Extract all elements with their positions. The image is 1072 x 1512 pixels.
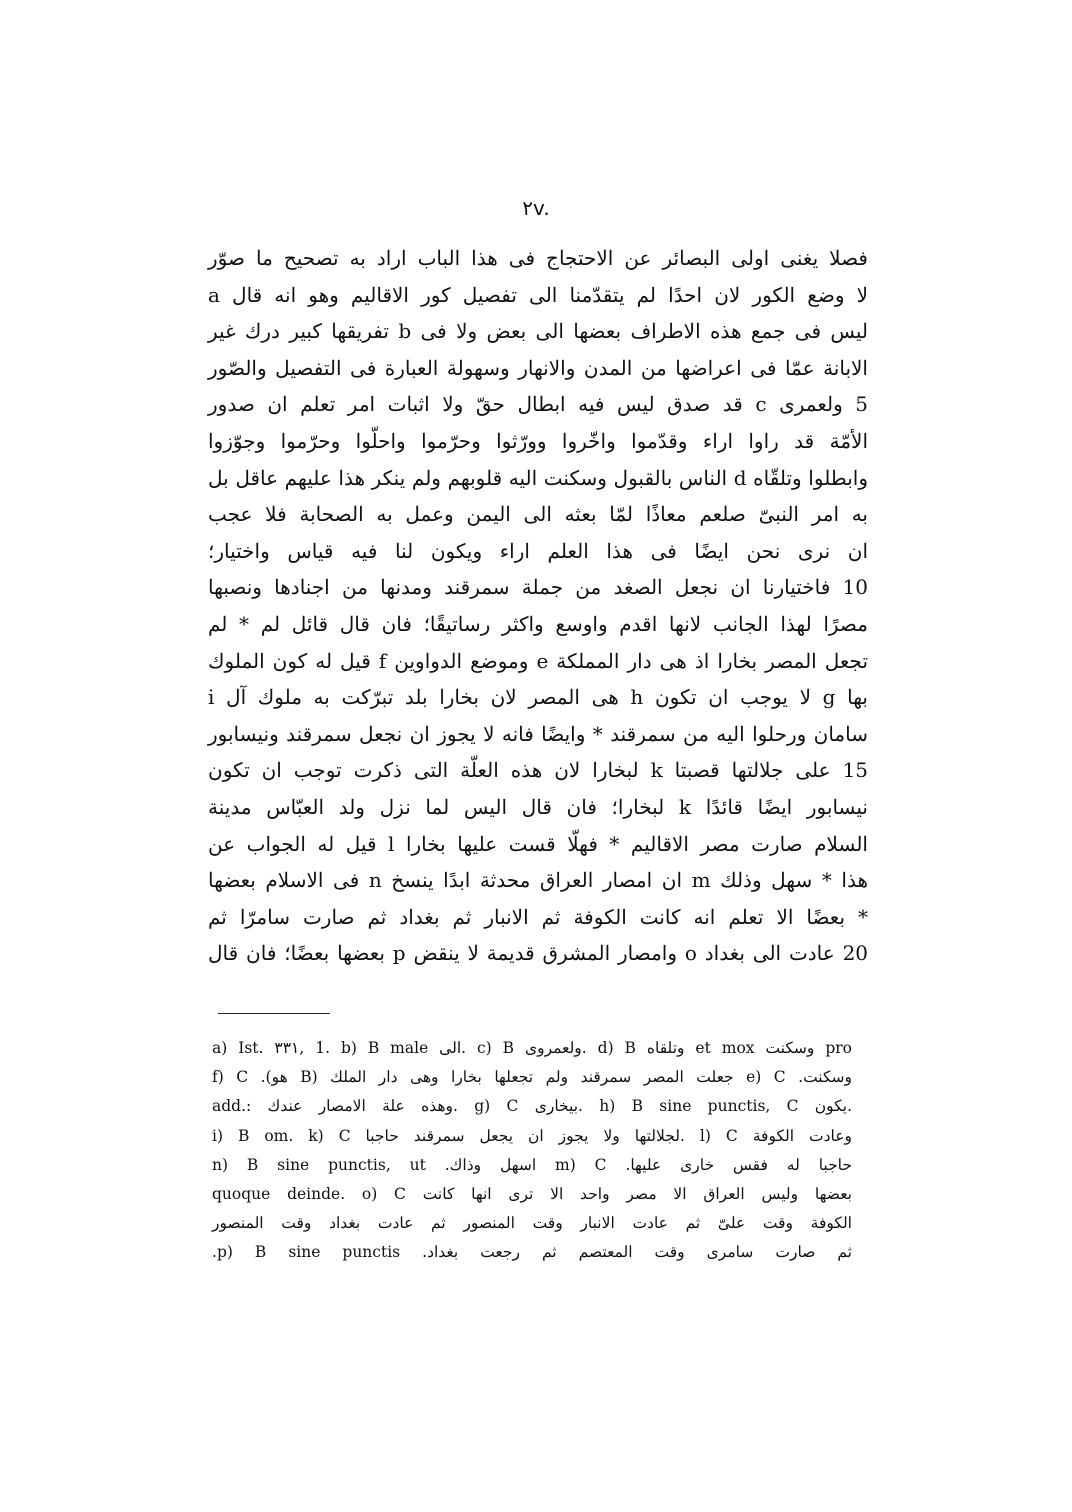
footnote-line: وسكنت. e) C جعلت المصر سمرقند ولم تجعلها بخارا وهى دار الملك (B هو). f) C: [212, 1068, 852, 1087]
text-line: تجعل المصر بخارا اذ هى دار المملكة e وموضع الدواوين f قيل له كون الملوك: [208, 648, 869, 673]
text-line: الابانة عمّا فى اعراضها من المدن والانهار وسهولة العبارة فى التفصيل والصّور: [208, 355, 868, 380]
text-line: بها g لا يوجب ان تكون h هى المصر لان بخارا بلد تبرّكت به ملوك آل i: [208, 685, 868, 710]
footnote-line: الكوفة وقت علىّ ثم عادت الانبار وقت المنصور ثم عادت بغداد وقت المنصور: [212, 1214, 852, 1233]
text-line: 20 عادت الى بغداد o وامصار المشرق قديمة لا ينقض p بعضها بعضًا؛ فان قال: [208, 941, 869, 966]
text-line: ليس فى جمع هذه الاطراف بعضها الى بعض ولا فى b تفريقها كبير درك غير: [208, 319, 868, 344]
footnote-line: i) B om. k) C لجلالتها ولا يجوز ان يجعل سمرقند حاجبا. l) C وعادت الكوفة: [212, 1126, 852, 1145]
text-line: سامان ورحلوا اليه من سمرقند * وايضًا فانه لا يجوز ان نجعل سمرقند ونيسابور: [208, 721, 868, 746]
text-line: * بعضًا الا تعلم انه كانت الكوفة ثم الانبار ثم بغداد ثم صارت سامرّا ثم: [208, 904, 868, 929]
page-number: ۲v.: [522, 196, 550, 220]
text-line: نيسابور ايضًا قائدًا k لبخارا؛ فان قال اليس لما نزل ولد العبّاس مدينة: [208, 794, 868, 819]
text-line: 5 ولعمرى c قد صدق ليس فيه ابطال حقّ ولا اثبات امر تعلم ان صدور: [208, 392, 868, 417]
text-line: ان نرى نحن ايضًا فى هذا العلم اراء ويكون لنا فيه قياس واختيار؛: [208, 538, 868, 563]
text-line: الأمّة قد راوا اراء وقدّموا واخّروا وورّثوا وحرّموا واحلّوا وحرّموا وجوّزوا: [208, 428, 868, 453]
footnote-separator: [218, 1013, 330, 1014]
text-line: لا وضع الكور لان احدًا لم يتقدّمنا الى تفصيل كور الاقاليم وهو انه قال a: [208, 282, 868, 307]
text-line: 15 على جلالتها قصبتا k لبخارا لان هذه العلّة التى ذكرت توجب ان تكون: [208, 758, 869, 783]
text-line: مصرًا لهذا الجانب لانها اقدم واوسع واكثر رساتيقًا؛ فان قال قائل لم * لم: [208, 611, 868, 636]
text-line: السلام صارت مصر الاقاليم * فهلّا قست عليها بخارا l قيل له الجواب عن: [208, 831, 868, 856]
text-line: وابطلوا وتلقّاه d الناس بالقبول وسكنت اليه قلوبهم ولم ينكر هذا عليهم عاقل بل: [208, 465, 868, 490]
main-text-block: [208, 240, 868, 972]
text-line: هذا * سهل وذلك m ان امصار العراق محدثة ابدًا ينسخ n فى الاسلام بعضها: [208, 868, 868, 893]
footnote-line: quoque deinde. o) C بعضها وليس العراق الا مصر واحد الا ترى انها كانت: [212, 1184, 852, 1203]
footnote-line: add.: وهذه علة الامصار عندك. g) C بيخارى. h) B sine punctis, C يكون.: [212, 1097, 852, 1116]
footnote-line: حاجبا له فقس خارى عليها. m) C اسهل وذاك. n) B sine punctis, ut: [212, 1155, 852, 1174]
text-line: فصلا يغنى اولى البصائر عن الاحتجاج فى هذا الباب اراد به تصحيح ما صوّر: [208, 246, 868, 270]
text-line: 10 فاختيارنا ان نجعل الصغد من جملة سمرقند ومدنها من اجنادها ونصبها: [208, 575, 868, 600]
footnote-line: ثم صارت سامرى وقت المعتصم ثم رجعت بغداد. p) B sine punctis.: [212, 1243, 852, 1262]
footnote-line: a) Ist. ٣٣١, 1. b) B male الى. c) B ولعمروى. d) B وتلقاه et mox وسكنت pro: [212, 1039, 852, 1057]
footnotes-block: [212, 1034, 852, 1268]
text-line: به امر النبىّ صلعم معاذًا لمّا بعثه الى اليمن وعمل به الصحابة فلا عجب: [208, 502, 868, 527]
